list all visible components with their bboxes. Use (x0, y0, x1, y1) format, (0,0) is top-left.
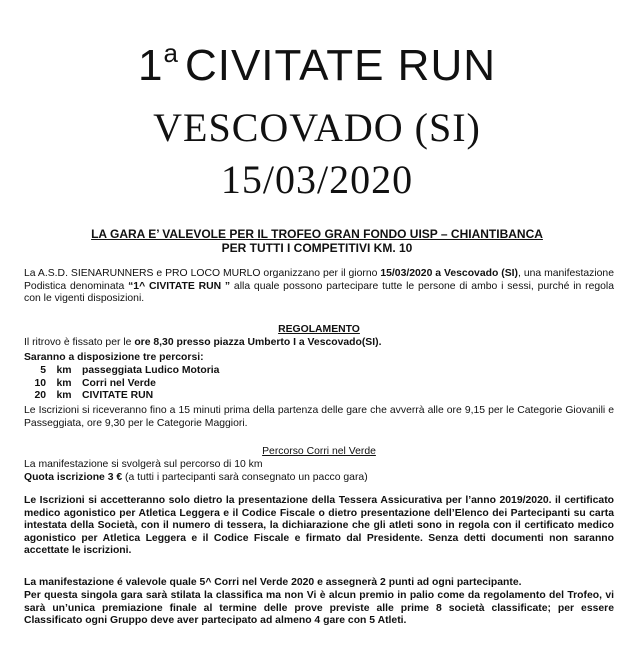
quota-note: (a tutti i partecipanti sarà consegnato un pacco gara) (122, 472, 368, 483)
title-prefix: 1 (138, 41, 164, 90)
percorsi-intro: Saranno a disposizione tre percorsi: (24, 352, 204, 363)
percorso-unit: km (56, 365, 72, 376)
valevole-line: La manifestazione é valevole quale 5^ Corri nel Verde 2020 e assegnerà 2 punti ad ogni partecipante. (24, 577, 522, 588)
percorso-name: passeggiata Ludico Motoria (82, 365, 220, 376)
event-title (0, 28, 634, 91)
premiazione-paragraph: Per questa singola gara sarà stilata la classifica ma non Vi è alcun premio in palio come da regolamento del Trofeo, vi sarà un’unica premiazione finale al termine delle prove previste alle prime 8 società classificate; per essere Classificato ogni Gruppo deve aver partecipato ad almeno 4 gare con 5 Atleti. (24, 590, 614, 627)
event-place: VESCOVADO (SI) (153, 105, 481, 150)
intro-date-place: 15/03/2020 a Vescovado (SI) (380, 268, 518, 279)
corri-verde-line: La manifestazione si svolgerà sul percorso di 10 km (24, 459, 263, 470)
event-date: 15/03/2020 (220, 157, 414, 202)
ritrovo-text: Il ritrovo è fissato per le (24, 337, 135, 348)
percorso-unit: km (56, 390, 72, 402)
trofeo-line-1: LA GARA E’ VALEVOLE PER IL TROFEO GRAN FONDO UISP – CHIANTIBANCA (91, 227, 543, 241)
intro-event-name: “1^ CIVITATE RUN ” (128, 280, 231, 292)
intro-text-1: La A.S.D. SIENARUNNERS e PRO LOCO MURLO organizzano per il giorno (24, 268, 381, 279)
iscrizioni-paragraph: Le Iscrizioni si riceveranno fino a 15 minuti prima della partenza delle gare che avverrà alle ore 9,15 per le Categorie Giovanili e Passeggiata, ore 9,30 per le Categorie Maggiori. (24, 405, 614, 429)
percorso-item (24, 378, 614, 391)
tessera-paragraph: Le Iscrizioni si accetteranno solo dietro la presentazione della Tessera Assicurativa per l’anno 2019/2020. il certificato medico agonistico per Atletica Leggera e il Codice Fiscale o dietro presentazione dell’Elenco dei Partecipanti su carta intestata della Società, con il numero di tessera, la dichiarazione che gli atleti sono in regola con il certificato medico agonistico per Atletica Leggera e il Codice Fiscale e firmato dal Presidente. Senza detti documenti non saranno accettate le iscrizioni. (24, 495, 614, 557)
percorso-item (24, 390, 614, 403)
trofeo-line-2: PER TUTTI I COMPETITIVI KM. 10 (221, 241, 413, 255)
quota-line (24, 472, 614, 485)
intro-paragraph (24, 268, 614, 306)
percorso-item (24, 365, 614, 378)
percorsi-list (24, 365, 614, 403)
percorso-unit: km (56, 377, 72, 389)
percorso-km: 20 (34, 390, 46, 402)
quota-amount: Quota iscrizione 3 € (24, 472, 123, 483)
intro-text-3: alla quale possono partecipare tutte le persone di ambo i sessi, purché in regola con le vigenti disposizioni. (24, 280, 614, 305)
intro-text-2: , una manifestazione Podistica denominata (24, 268, 614, 292)
percorso-name: CIVITATE RUN (82, 390, 154, 402)
title-superscript: a (163, 38, 179, 68)
percorso-km: 5 (40, 365, 46, 376)
corri-verde-heading: Percorso Corri nel Verde (262, 446, 376, 457)
percorso-km: 10 (34, 377, 46, 389)
regolamento-heading: REGOLAMENTO (278, 324, 360, 335)
ritrovo-detail: ore 8,30 presso piazza Umberto I a Vescovado(SI). (134, 337, 382, 348)
trofeo-notice (0, 227, 634, 255)
title-main: CIVITATE RUN (184, 41, 496, 90)
percorso-name: Corri nel Verde (82, 377, 156, 389)
ritrovo-line (24, 337, 614, 350)
